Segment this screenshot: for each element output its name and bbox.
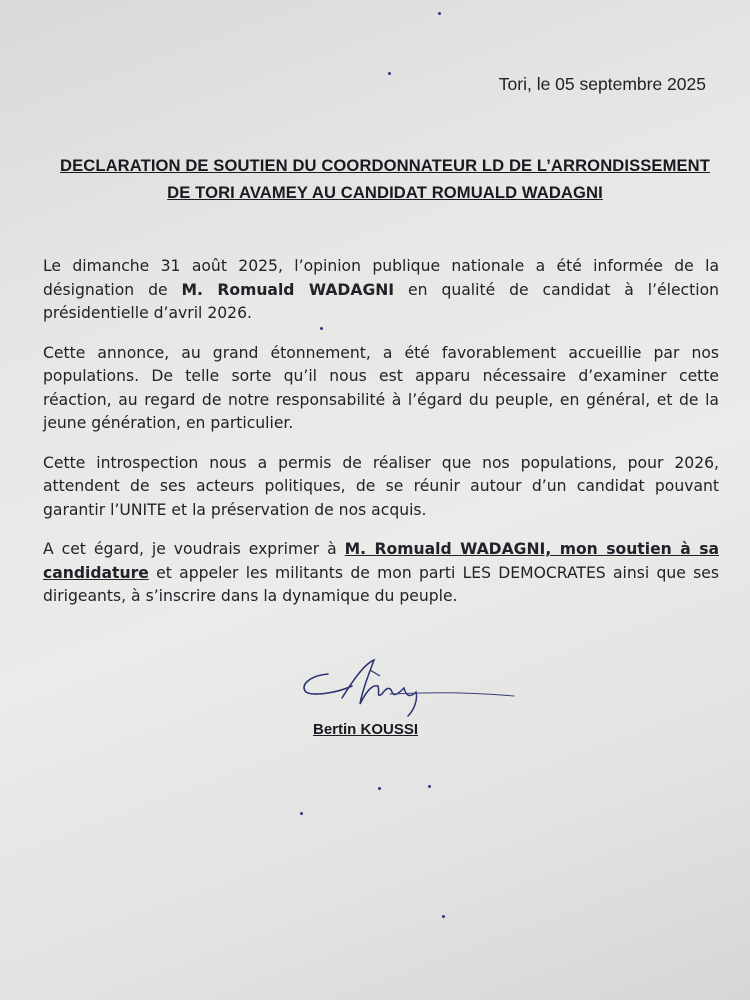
document-body — [43, 255, 719, 625]
paper-speck — [300, 812, 303, 815]
paragraph-4-end: et appeler les militants de mon parti LES DEMOCRATES ainsi que ses dirigeants, à s’inscrire dans la dynamique du peuple. — [43, 563, 719, 605]
handwritten-signature — [290, 652, 520, 722]
support-statement: M. Romuald WADAGNI, mon soutien à sa candidature — [43, 540, 719, 582]
paper-speck — [378, 787, 381, 790]
title-line-2: DE TORI AVAMEY AU CANDIDAT ROMUALD WADAGNI — [167, 183, 603, 202]
paragraph-1-start: Le dimanche 31 août 2025, l’opinion publique nationale a été informée de la désignation de — [43, 257, 719, 299]
document-title — [40, 152, 730, 206]
paragraph-2: Cette annonce, au grand étonnement, a été favorablement accueillie par nos populations. De telle sorte qu’il nous est apparu nécessaire d’examiner cette réaction, au regard de notre responsabilité à l’égard du peuple, en général, et de la jeune génération, en particulier. — [43, 343, 719, 432]
paragraph-4 — [43, 538, 719, 609]
date-line: Tori, le 05 septembre 2025 — [498, 74, 706, 94]
paragraph-1-end: en qualité de candidat à l’élection présidentielle d’avril 2026. — [43, 280, 719, 322]
candidate-name: M. Romuald WADAGNI — [181, 280, 395, 299]
paragraph-3: Cette introspection nous a permis de réaliser que nos populations, pour 2026, attendent de ses acteurs politiques, de se réunir autour d’un candidat pouvant garantir l’UNITE et la préservation de nos acquis. — [43, 453, 719, 519]
paper-speck — [388, 72, 391, 75]
paper-speck — [438, 12, 441, 15]
paper-speck — [320, 327, 323, 330]
paragraph-1 — [43, 255, 719, 326]
paper-speck — [442, 915, 445, 918]
paragraph-4-start: A cet égard, je voudrais exprimer à — [43, 540, 345, 558]
signer-name: Bertin KOUSSI — [313, 721, 419, 738]
title-line-1: DECLARATION DE SOUTIEN DU COORDONNATEUR LD DE L’ARRONDISSEMENT — [60, 156, 710, 175]
paper-speck — [428, 785, 431, 788]
